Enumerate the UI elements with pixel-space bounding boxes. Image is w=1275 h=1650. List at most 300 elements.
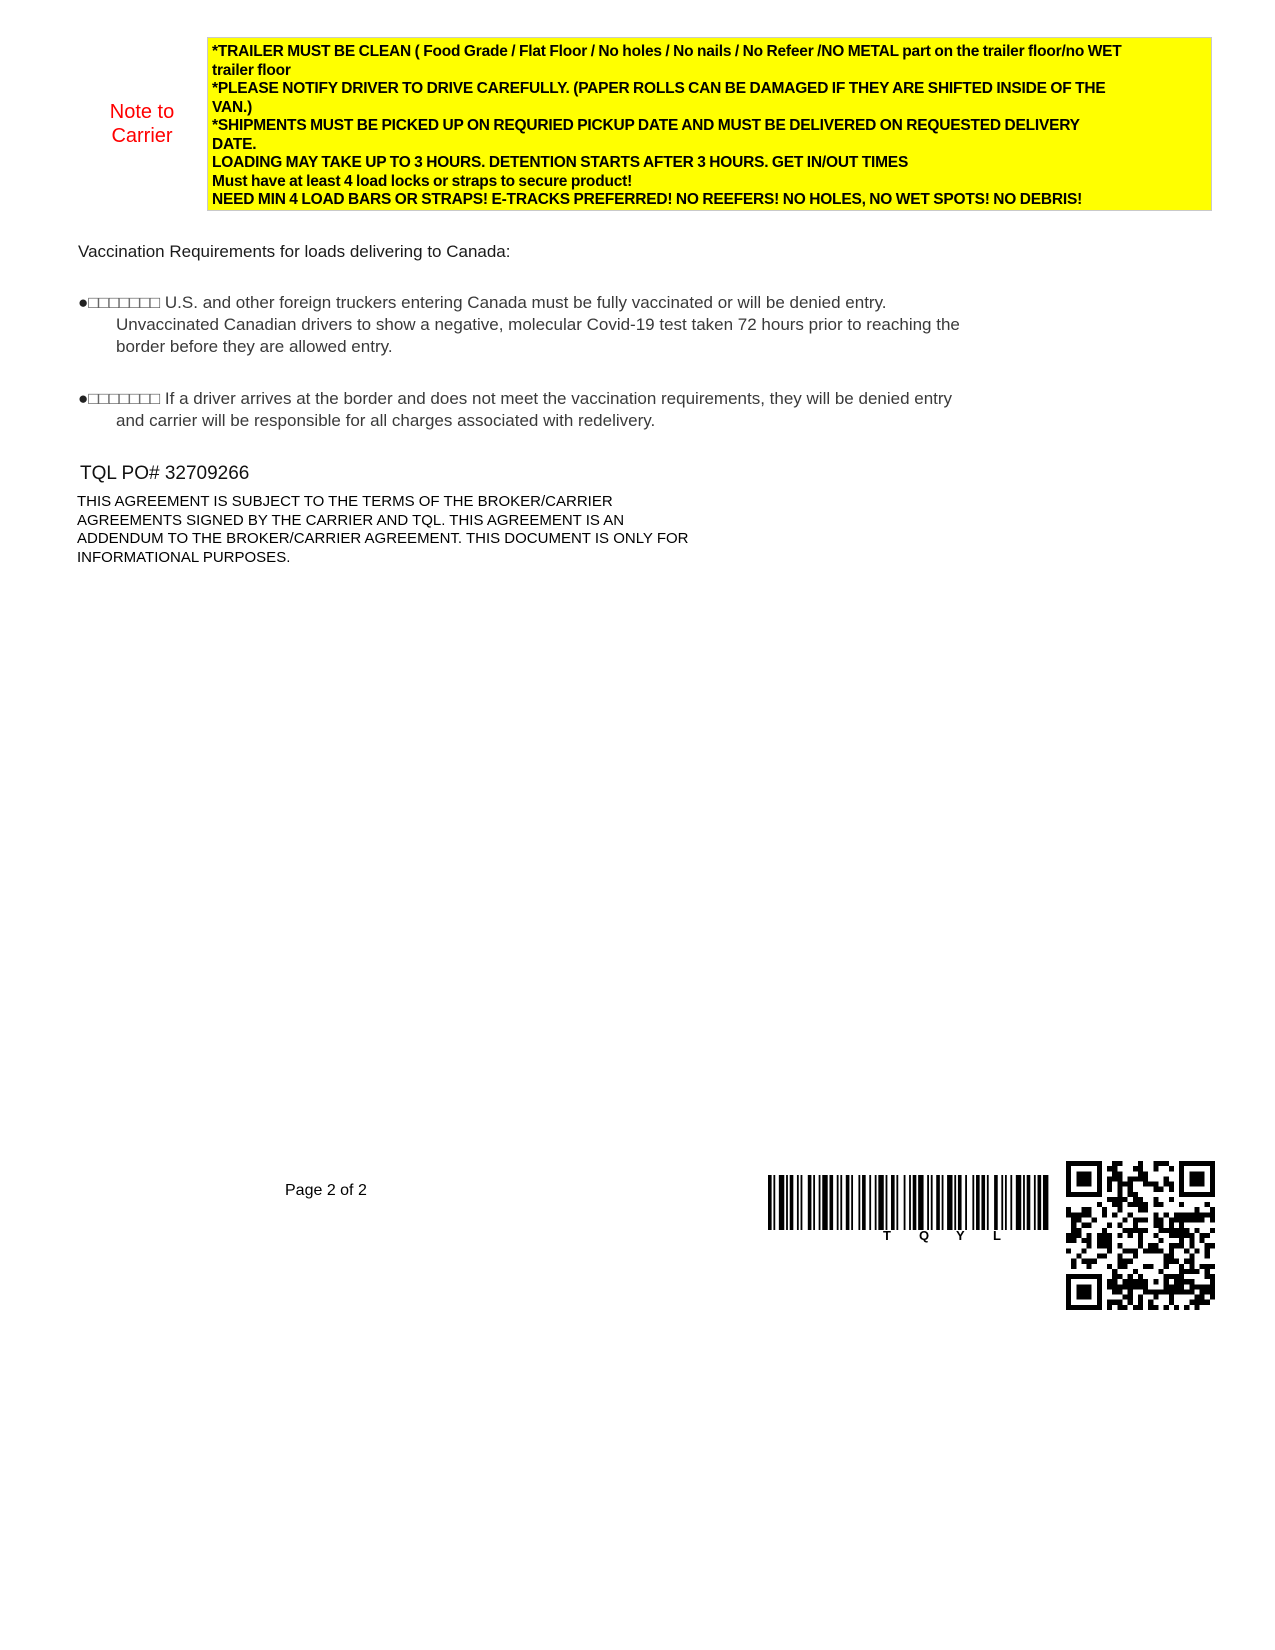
qr-module	[1112, 1202, 1117, 1207]
qr-module	[1138, 1305, 1143, 1310]
qr-module	[1143, 1176, 1148, 1181]
qr-module	[1133, 1279, 1138, 1284]
qr-module	[1117, 1305, 1122, 1310]
qr-module	[1179, 1264, 1184, 1269]
qr-module	[1200, 1161, 1205, 1166]
qr-module	[1205, 1253, 1210, 1258]
qr-module	[1174, 1289, 1179, 1294]
qr-module	[1158, 1187, 1163, 1192]
barcode-bar	[954, 1175, 956, 1230]
barcode-char: L	[993, 1228, 1001, 1243]
qr-module	[1066, 1182, 1071, 1187]
qr-module	[1148, 1289, 1153, 1294]
qr-module	[1066, 1238, 1071, 1243]
qr-module	[1112, 1300, 1117, 1305]
barcode-bar	[773, 1175, 775, 1230]
qr-module	[1117, 1264, 1122, 1269]
qr-module	[1153, 1279, 1158, 1284]
qr-module	[1087, 1207, 1092, 1212]
qr-module	[1097, 1284, 1102, 1289]
qr-module	[1066, 1289, 1071, 1294]
qr-module	[1112, 1284, 1117, 1289]
qr-module	[1117, 1171, 1122, 1176]
qr-module	[1148, 1300, 1153, 1305]
qr-module	[1194, 1269, 1199, 1274]
qr-module	[1200, 1284, 1205, 1289]
qr-module	[1148, 1182, 1153, 1187]
qr-module	[1117, 1182, 1122, 1187]
qr-module	[1179, 1171, 1184, 1176]
qr-module	[1107, 1264, 1112, 1269]
qr-module	[1158, 1289, 1163, 1294]
qr-module	[1164, 1253, 1169, 1258]
qr-module	[1153, 1243, 1158, 1248]
agreement-text	[77, 493, 777, 567]
barcode-bar	[808, 1175, 812, 1230]
qr-module	[1179, 1218, 1184, 1223]
qr-module	[1210, 1182, 1215, 1187]
qr-module	[1138, 1171, 1143, 1176]
qr-module	[1066, 1274, 1071, 1279]
qr-module	[1128, 1228, 1133, 1233]
qr-module	[1179, 1192, 1184, 1197]
qr-module	[1179, 1223, 1184, 1228]
barcode-bar	[1010, 1175, 1012, 1230]
qr-module	[1138, 1300, 1143, 1305]
qr-module	[1081, 1295, 1086, 1300]
qr-module	[1076, 1274, 1081, 1279]
qr-module	[1128, 1176, 1133, 1181]
qr-module	[1169, 1223, 1174, 1228]
qr-module	[1076, 1192, 1081, 1197]
qr-module	[1189, 1253, 1194, 1258]
qr-module	[1169, 1228, 1174, 1233]
barcode-bar	[862, 1175, 866, 1230]
qr-module	[1179, 1182, 1184, 1187]
qr-module	[1097, 1279, 1102, 1284]
qr-module	[1189, 1279, 1194, 1284]
bullet-text: and carrier will be responsible for all charges associated with redelivery.	[116, 411, 656, 430]
qr-module	[1138, 1238, 1143, 1243]
qr-module	[1087, 1243, 1092, 1248]
qr-module	[1138, 1279, 1143, 1284]
qr-module	[1143, 1207, 1148, 1212]
qr-module	[1107, 1238, 1112, 1243]
barcode-bar	[779, 1175, 784, 1230]
qr-module	[1066, 1248, 1071, 1253]
qr-module	[1189, 1182, 1194, 1187]
barcode-bar	[1027, 1175, 1031, 1230]
qr-code	[1066, 1161, 1215, 1310]
qr-module	[1184, 1192, 1189, 1197]
qr-module	[1107, 1182, 1112, 1187]
qr-module	[1081, 1171, 1086, 1176]
qr-module	[1117, 1243, 1122, 1248]
qr-module	[1205, 1269, 1210, 1274]
qr-module	[1123, 1182, 1128, 1187]
qr-module	[1210, 1161, 1215, 1166]
qr-module	[1138, 1207, 1143, 1212]
barcode-bar	[786, 1175, 788, 1230]
qr-module	[1184, 1259, 1189, 1264]
qr-module	[1071, 1192, 1076, 1197]
po-number: TQL PO# 32709266	[80, 463, 250, 484]
qr-module	[1076, 1228, 1081, 1233]
qr-module	[1071, 1218, 1076, 1223]
qr-module	[1164, 1305, 1169, 1310]
qr-module	[1076, 1171, 1081, 1176]
qr-module	[1138, 1274, 1143, 1279]
qr-module	[1184, 1233, 1189, 1238]
qr-module	[1169, 1233, 1174, 1238]
qr-module	[1179, 1212, 1184, 1217]
qr-module	[1194, 1300, 1199, 1305]
qr-module	[1071, 1228, 1076, 1233]
qr-module	[1200, 1192, 1205, 1197]
qr-module	[1097, 1253, 1102, 1258]
qr-module	[1081, 1248, 1086, 1253]
bullet-dot: ●	[78, 293, 89, 312]
qr-module	[1076, 1182, 1081, 1187]
qr-module	[1076, 1305, 1081, 1310]
qr-module	[1097, 1161, 1102, 1166]
carrier-notes-box	[207, 37, 1212, 211]
agreement-line: THIS AGREEMENT IS SUBJECT TO THE TERMS OF THE BROKER/CARRIER	[77, 493, 613, 510]
qr-module	[1138, 1166, 1143, 1171]
qr-module	[1117, 1289, 1122, 1294]
qr-module	[1138, 1284, 1143, 1289]
qr-module	[1081, 1207, 1086, 1212]
qr-module	[1174, 1274, 1179, 1279]
qr-module	[1189, 1243, 1194, 1248]
qr-module	[1189, 1161, 1194, 1166]
barcode-bar	[801, 1175, 803, 1230]
qr-module	[1138, 1243, 1143, 1248]
barcode-bar	[958, 1175, 962, 1230]
qr-module	[1205, 1202, 1210, 1207]
qr-module	[1133, 1248, 1138, 1253]
qr-module	[1210, 1212, 1215, 1217]
qr-module	[1153, 1248, 1158, 1253]
qr-module	[1081, 1223, 1086, 1228]
qr-module	[1205, 1212, 1210, 1217]
qr-module	[1076, 1284, 1081, 1289]
qr-module	[1179, 1176, 1184, 1181]
qr-module	[1123, 1279, 1128, 1284]
barcode	[768, 1175, 1052, 1230]
bullet-text: If a driver arrives at the border and does not meet the vaccination requirements, they will be denied entry	[164, 389, 953, 408]
barcode-bar	[886, 1175, 888, 1230]
qr-module	[1097, 1166, 1102, 1171]
qr-module	[1138, 1176, 1143, 1181]
qr-module	[1210, 1192, 1215, 1197]
qr-module	[1123, 1264, 1128, 1269]
qr-module	[1210, 1187, 1215, 1192]
qr-module	[1102, 1228, 1107, 1233]
qr-module	[1189, 1269, 1194, 1274]
qr-module	[1133, 1253, 1138, 1258]
qr-module	[1066, 1305, 1071, 1310]
qr-module	[1087, 1223, 1092, 1228]
barcode-bar	[972, 1175, 974, 1230]
qr-module	[1189, 1284, 1194, 1289]
qr-module	[1210, 1279, 1215, 1284]
barcode-bar	[1005, 1175, 1007, 1230]
qr-module	[1138, 1202, 1143, 1207]
qr-module	[1205, 1274, 1210, 1279]
qr-module	[1194, 1284, 1199, 1289]
qr-module	[1189, 1300, 1194, 1305]
qr-module	[1117, 1253, 1122, 1258]
qr-module	[1123, 1248, 1128, 1253]
barcode-bar	[927, 1175, 929, 1230]
qr-module	[1066, 1161, 1071, 1166]
qr-module	[1076, 1253, 1081, 1258]
barcode-bar	[840, 1175, 842, 1230]
qr-module	[1194, 1212, 1199, 1217]
qr-module	[1169, 1253, 1174, 1258]
qr-module	[1184, 1279, 1189, 1284]
qr-module	[1087, 1284, 1092, 1289]
qr-module	[1071, 1264, 1076, 1269]
barcode-bar	[1043, 1175, 1048, 1230]
barcode-bar	[891, 1175, 895, 1230]
qr-module	[1066, 1279, 1071, 1284]
qr-module	[1087, 1295, 1092, 1300]
qr-module	[1133, 1218, 1138, 1223]
qr-module	[1117, 1192, 1122, 1197]
qr-module	[1210, 1176, 1215, 1181]
qr-module	[1107, 1248, 1112, 1253]
qr-module	[1087, 1161, 1092, 1166]
qr-module	[1071, 1238, 1076, 1243]
qr-module	[1210, 1166, 1215, 1171]
qr-module	[1164, 1279, 1169, 1284]
qr-module	[1107, 1243, 1112, 1248]
barcode-bar	[942, 1175, 944, 1230]
qr-module	[1210, 1171, 1215, 1176]
qr-module	[1128, 1233, 1133, 1238]
qr-module	[1169, 1182, 1174, 1187]
qr-module	[1097, 1300, 1102, 1305]
qr-module	[1189, 1171, 1194, 1176]
barcode-bar	[869, 1175, 871, 1230]
qr-module	[1169, 1295, 1174, 1300]
qr-module	[1066, 1171, 1071, 1176]
qr-module	[1205, 1300, 1210, 1305]
bullet-text: border before they are allowed entry.	[116, 337, 393, 356]
qr-module	[1158, 1161, 1163, 1166]
qr-module	[1112, 1212, 1117, 1217]
qr-module	[1128, 1212, 1133, 1217]
barcode-bar	[819, 1175, 821, 1230]
qr-module	[1066, 1207, 1071, 1212]
vaccination-heading: Vaccination Requirements for loads delivering to Canada:	[78, 242, 511, 261]
qr-module	[1092, 1192, 1097, 1197]
qr-module	[1087, 1259, 1092, 1264]
qr-module	[1123, 1259, 1128, 1264]
note-line: *PLEASE NOTIFY DRIVER TO DRIVE CAREFULLY. (PAPER ROLLS CAN BE DAMAGED IF THEY ARE SHIFTED INSIDE OF THE	[212, 80, 1106, 97]
qr-module	[1194, 1248, 1199, 1253]
qr-module	[1128, 1274, 1133, 1279]
qr-module	[1102, 1233, 1107, 1238]
qr-module	[1066, 1176, 1071, 1181]
qr-module	[1102, 1238, 1107, 1243]
qr-module	[1153, 1187, 1158, 1192]
qr-module	[1174, 1218, 1179, 1223]
qr-module	[1179, 1161, 1184, 1166]
qr-module	[1066, 1187, 1071, 1192]
qr-module	[1133, 1284, 1138, 1289]
qr-module	[1210, 1264, 1215, 1269]
qr-module	[1189, 1233, 1194, 1238]
vaccination-bullet	[78, 388, 952, 432]
qr-module	[1174, 1233, 1179, 1238]
barcode-bar	[918, 1175, 923, 1230]
qr-module	[1184, 1161, 1189, 1166]
qr-module	[1087, 1233, 1092, 1238]
barcode-bar	[1038, 1175, 1042, 1230]
qr-module	[1205, 1264, 1210, 1269]
qr-module	[1076, 1176, 1081, 1181]
qr-module	[1138, 1295, 1143, 1300]
barcode-bar	[936, 1175, 940, 1230]
qr-module	[1164, 1176, 1169, 1181]
barcode-bar	[896, 1175, 898, 1230]
qr-module	[1205, 1243, 1210, 1248]
qr-module	[1138, 1197, 1143, 1202]
qr-module	[1194, 1176, 1199, 1181]
qr-module	[1184, 1269, 1189, 1274]
qr-module	[1071, 1161, 1076, 1166]
barcode-bar	[965, 1175, 967, 1230]
qr-module	[1133, 1192, 1138, 1197]
qr-module	[1102, 1212, 1107, 1217]
barcode-bar	[851, 1175, 853, 1230]
qr-module	[1071, 1212, 1076, 1217]
qr-module	[1158, 1248, 1163, 1253]
qr-module	[1148, 1264, 1153, 1269]
qr-module	[1112, 1161, 1117, 1166]
qr-module	[1194, 1218, 1199, 1223]
note-label-line1: Note to	[109, 101, 175, 123]
barcode-bar	[1034, 1175, 1036, 1230]
qr-module	[1169, 1197, 1174, 1202]
qr-module	[1200, 1218, 1205, 1223]
qr-module	[1087, 1238, 1092, 1243]
qr-module	[1164, 1274, 1169, 1279]
qr-module	[1169, 1284, 1174, 1289]
qr-module	[1133, 1202, 1138, 1207]
qr-module	[1184, 1248, 1189, 1253]
qr-module	[1097, 1274, 1102, 1279]
page-number: Page 2 of 2	[285, 1182, 367, 1199]
qr-module	[1194, 1295, 1199, 1300]
qr-module	[1143, 1228, 1148, 1233]
qr-module	[1107, 1233, 1112, 1238]
qr-module	[1066, 1192, 1071, 1197]
qr-module	[1076, 1218, 1081, 1223]
qr-module	[1097, 1171, 1102, 1176]
qr-module	[1148, 1248, 1153, 1253]
qr-module	[1194, 1207, 1199, 1212]
qr-module	[1128, 1279, 1133, 1284]
qr-module	[1128, 1259, 1133, 1264]
barcode-bar	[976, 1175, 980, 1230]
qr-module	[1174, 1284, 1179, 1289]
qr-module	[1184, 1289, 1189, 1294]
qr-module	[1117, 1207, 1122, 1212]
qr-module	[1112, 1269, 1117, 1274]
qr-module	[1102, 1253, 1107, 1258]
qr-module	[1128, 1295, 1133, 1300]
qr-module	[1210, 1289, 1215, 1294]
qr-module	[1133, 1197, 1138, 1202]
barcode-bar	[875, 1175, 877, 1230]
qr-module	[1066, 1212, 1071, 1217]
barcode-text	[768, 1228, 1052, 1246]
qr-module	[1143, 1279, 1148, 1284]
qr-module	[1174, 1259, 1179, 1264]
qr-module	[1097, 1202, 1102, 1207]
qr-module	[1107, 1166, 1112, 1171]
qr-module	[1179, 1274, 1184, 1279]
qr-module	[1169, 1218, 1174, 1223]
barcode-bar	[904, 1175, 906, 1230]
qr-module	[1164, 1284, 1169, 1289]
qr-module	[1066, 1300, 1071, 1305]
qr-module	[1189, 1264, 1194, 1269]
qr-module	[1097, 1289, 1102, 1294]
barcode-bar	[981, 1175, 985, 1230]
barcode-bar	[994, 1175, 998, 1230]
barcode-bar	[931, 1175, 933, 1230]
placeholder-boxes: □□□□□□□	[88, 293, 161, 312]
qr-module	[1174, 1279, 1179, 1284]
qr-module	[1210, 1218, 1215, 1223]
qr-module	[1153, 1305, 1158, 1310]
qr-module	[1076, 1161, 1081, 1166]
qr-module	[1117, 1197, 1122, 1202]
qr-module	[1112, 1176, 1117, 1181]
qr-module	[1071, 1305, 1076, 1310]
qr-module	[1087, 1176, 1092, 1181]
qr-module	[1081, 1182, 1086, 1187]
qr-module	[1200, 1176, 1205, 1181]
note-line: VAN.)	[212, 98, 253, 116]
qr-module	[1081, 1305, 1086, 1310]
barcode-char: T	[883, 1228, 891, 1243]
qr-module	[1092, 1305, 1097, 1310]
qr-module	[1153, 1223, 1158, 1228]
qr-module	[1184, 1212, 1189, 1217]
qr-module	[1138, 1233, 1143, 1238]
qr-module	[1112, 1166, 1117, 1171]
qr-module	[1200, 1212, 1205, 1217]
qr-module	[1076, 1233, 1081, 1238]
qr-module	[1081, 1274, 1086, 1279]
qr-module	[1128, 1300, 1133, 1305]
qr-module	[1107, 1284, 1112, 1289]
qr-module	[1087, 1182, 1092, 1187]
qr-module	[1174, 1212, 1179, 1217]
qr-module	[1179, 1202, 1184, 1207]
qr-module	[1200, 1182, 1205, 1187]
qr-module	[1097, 1182, 1102, 1187]
qr-module	[1117, 1274, 1122, 1279]
qr-module	[1143, 1218, 1148, 1223]
qr-module	[1194, 1161, 1199, 1166]
